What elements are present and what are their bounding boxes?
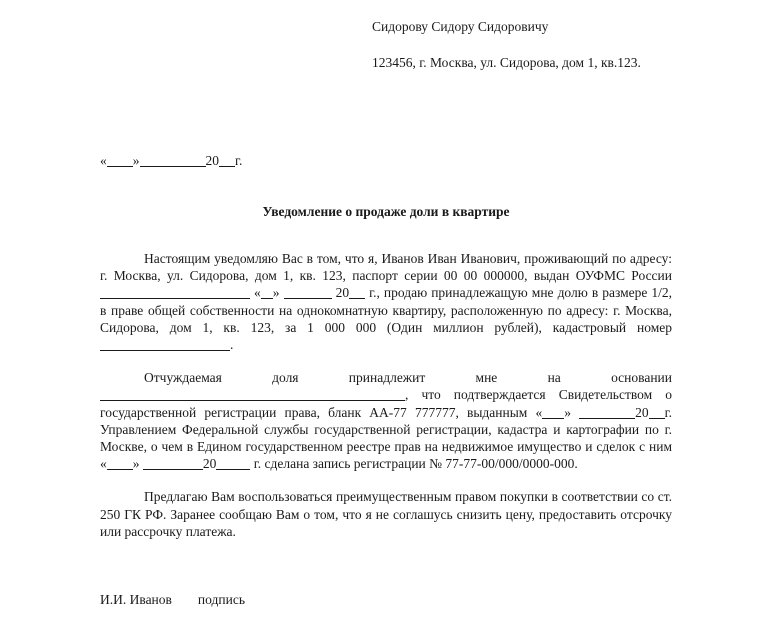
page-title: Уведомление о продаже доли в квартире	[262, 204, 510, 219]
paragraph-3	[100, 488, 672, 540]
p2-year-prefix-2: 20	[202, 456, 217, 472]
p1-period: .	[230, 337, 234, 353]
p1-day-blank[interactable]	[261, 286, 273, 300]
p1-text-2: г., продаю принадлежащую мне долю в размере 1/2, в праве общей собственности на однокомнатную квартиру, расположенную по адресу: г. Москва, Сидорова, дом 1, кв. 123, за 1 000 000 (Один миллион рублей), кадастровый номер	[100, 285, 673, 335]
p1-year-blank[interactable]	[349, 286, 365, 300]
addressee-address: 123456, г. Москва, ул. Сидорова, дом 1, кв.123.	[372, 55, 641, 70]
p1-quote-open: «	[254, 285, 261, 301]
p2-text-1: Отчуждаемая доля принадлежит мне на основании	[144, 370, 672, 386]
p2-month-blank-2[interactable]	[143, 456, 203, 470]
date-year-prefix: 20	[205, 153, 219, 168]
p1-issuer-blank[interactable]	[100, 286, 250, 300]
p1-month-blank[interactable]	[284, 286, 332, 300]
p2-quote-close-2: »	[132, 456, 140, 472]
p2-year-prefix-1: 20	[635, 404, 649, 420]
signer-name: И.И. Иванов	[100, 592, 172, 607]
date-quote-open: «	[100, 153, 107, 168]
date-day-blank[interactable]	[107, 153, 133, 167]
p2-month-blank-1[interactable]	[579, 405, 635, 419]
p2-text-4: г. сделана запись регистрации № 77-77-00/000/0000-000.	[253, 456, 578, 472]
date-year-suffix: г.	[235, 153, 243, 168]
p1-quote-close: »	[272, 285, 280, 301]
p1-text-1: Настоящим уведомляю Вас в том, что я, Иванов Иван Иванович, проживающий по адресу: г. Москва, ул. Сидорова, дом 1, кв. 123, паспорт серии 00 00 000000, выдан ОУФМС России	[100, 251, 672, 284]
p2-quote-open-1: «	[535, 404, 543, 420]
p2-quote-open-2: «	[100, 456, 107, 472]
signature-label: подпись	[197, 592, 245, 607]
addressee-block	[372, 18, 672, 72]
paragraph-2	[100, 369, 672, 472]
p3-text: Предлагаю Вам воспользоваться преимущественным правом покупки в соответствии со ст. 250 ГК РФ. Заранее сообщаю Вам о том, что я не соглашусь снизить цену, предоставить отсрочку или рассрочку платежа.	[100, 489, 672, 539]
date-quote-close: »	[132, 153, 140, 168]
date-year-blank[interactable]	[219, 153, 235, 167]
p1-cadastral-blank[interactable]	[100, 337, 230, 351]
date-line	[100, 152, 242, 170]
document-body	[100, 250, 672, 540]
signature-line	[100, 591, 245, 609]
p2-basis-blank[interactable]	[100, 388, 405, 402]
p2-day-blank-1[interactable]	[542, 405, 564, 419]
addressee-name: Сидорову Сидору Сидоровичу	[372, 19, 549, 34]
p1-year-prefix: 20	[335, 285, 350, 301]
p2-year-blank-1[interactable]	[649, 405, 665, 419]
p2-text-3: г. Управлением Федеральной службы государственной регистрации, кадастра и картографии по г. Москве, о чем в Едином государственном реестре прав на недвижимое имущество и сделок с ним	[100, 404, 672, 455]
paragraph-1	[100, 250, 672, 353]
p2-day-blank-2[interactable]	[107, 456, 133, 470]
date-month-blank[interactable]	[140, 153, 206, 167]
p2-text-2: , что подтверждается Свидетельством о государственной регистрации права, бланк АА-77 777777, выданным	[100, 387, 672, 420]
p2-year-blank-2[interactable]	[216, 456, 250, 470]
p2-quote-close-1: »	[564, 404, 571, 420]
